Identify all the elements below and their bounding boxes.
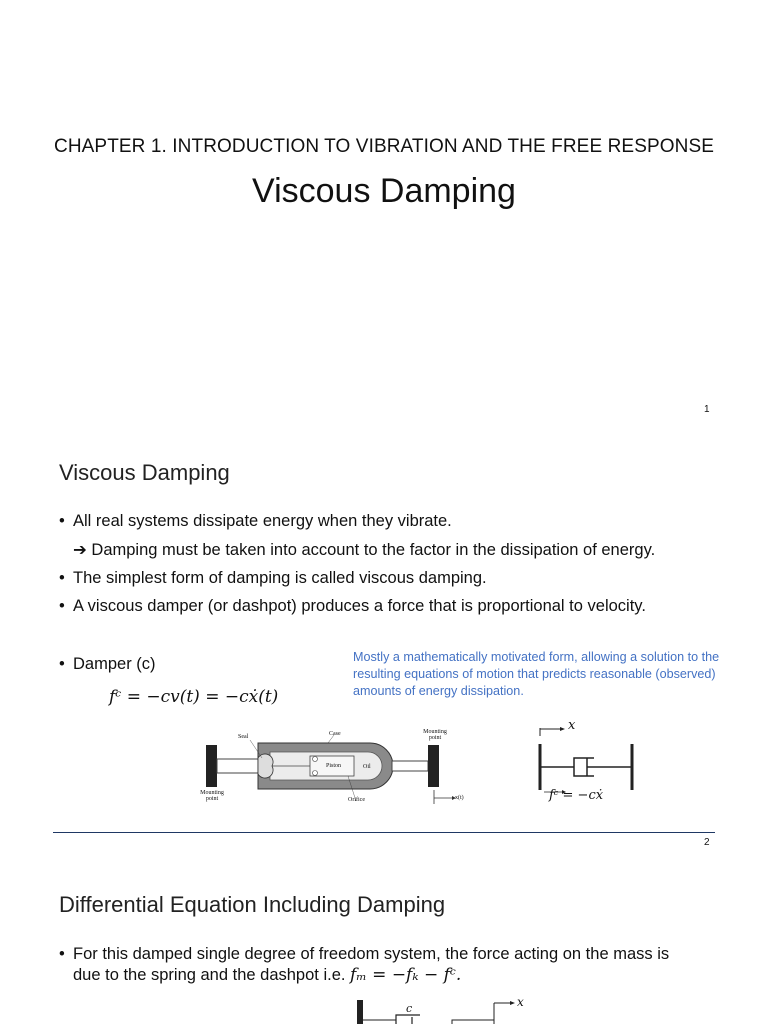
left-mounting-block — [206, 745, 217, 787]
damped-sdof-figure — [350, 995, 540, 1024]
right-mounting-block — [428, 745, 439, 787]
arrow-bullet-item: ➔ Damping must be taken into account to the factor in the dissipation of energy. — [73, 541, 656, 559]
right-arrow-icon: ➔ — [73, 541, 87, 559]
page-number: 1 — [704, 404, 710, 415]
damper-c-label: c — [406, 1002, 413, 1015]
oil-label: Oil — [363, 764, 371, 770]
slide-divider — [53, 832, 715, 833]
mounting-point-right-label: Mounting point — [423, 729, 447, 741]
xt-label: x(t) — [455, 795, 464, 801]
bullet-item: • For this damped single degree of freedom system, the force acting on the mass is — [59, 945, 670, 963]
orifice-label: Orifice — [348, 797, 365, 803]
case-label: Case — [329, 731, 341, 737]
page-number: 2 — [704, 837, 710, 848]
figure-x-label: x — [517, 995, 524, 1009]
piston-label: Piston — [326, 763, 342, 769]
chapter-heading: CHAPTER 1. INTRODUCTION TO VIBRATION AND THE FREE RESPONSE — [54, 136, 714, 157]
mass-block — [452, 1020, 494, 1024]
seal — [258, 754, 273, 778]
bullet-item: • The simplest form of damping is called viscous damping. — [59, 569, 487, 587]
damping-force-equation: fᶜ = −cv(t) = −cẋ(t) — [109, 687, 279, 707]
bullet-item: • All real systems dissipate energy when they vibrate. — [59, 512, 452, 530]
mass-force-equation: fₘ = −fₖ − fᶜ. — [350, 965, 462, 985]
blue-annotation: Mostly a mathematically motivated form, allowing a solution to the resulting equations of motion that predicts reasonable (observed) amounts of energy dissipation. — [353, 650, 720, 698]
dashpot-x-label: x — [568, 718, 576, 733]
bullet-item: • A viscous damper (or dashpot) produces a force that is proportional to velocity. — [59, 597, 646, 615]
slide-heading: Viscous Damping — [59, 460, 230, 485]
slide-title: Viscous Damping — [252, 172, 516, 210]
bullet-damper: • Damper (c) — [59, 655, 156, 673]
mounting-point-left-label: Mounting point — [200, 790, 224, 802]
seal-label: Seal — [238, 734, 249, 740]
bullet-continuation: due to the spring and the dashpot i.e. fₘ = −fₖ − fᶜ. — [73, 965, 462, 985]
slide-heading: Differential Equation Including Damping — [59, 892, 446, 917]
dashpot-force-label: fᶜ = −cẋ — [549, 788, 604, 803]
wall — [357, 1000, 363, 1024]
